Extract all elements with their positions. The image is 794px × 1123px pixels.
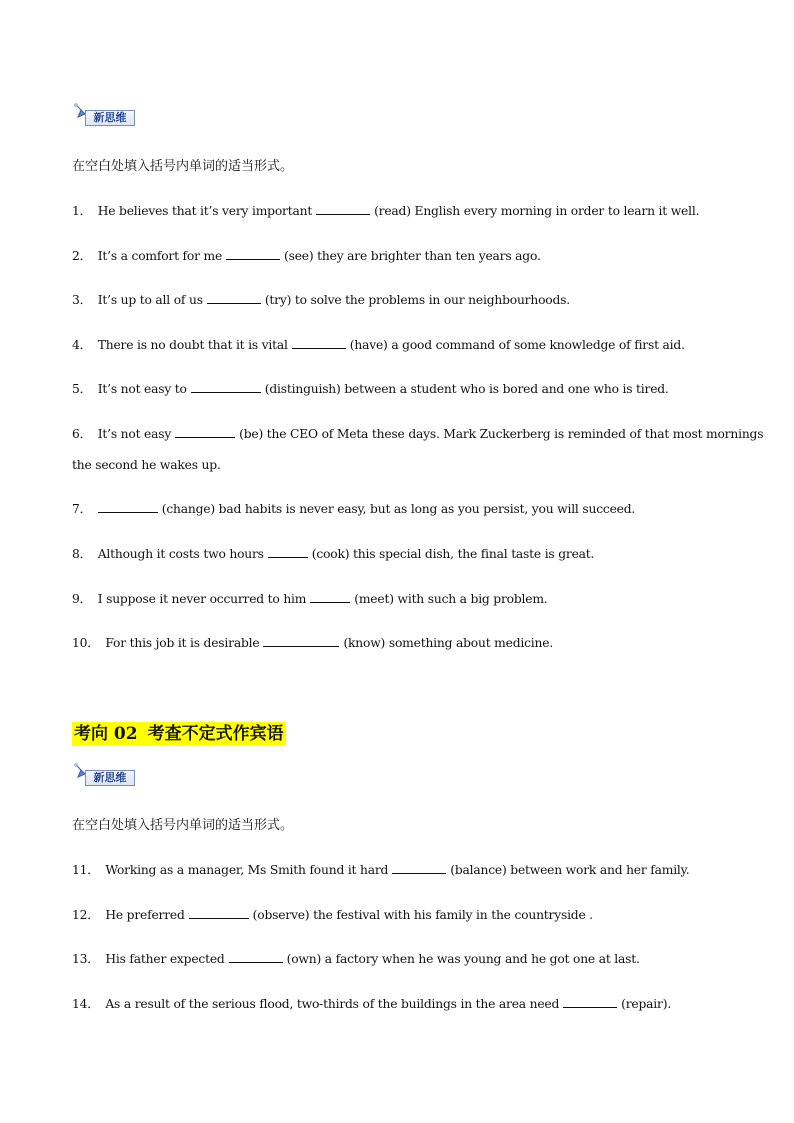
question-number: 4． bbox=[72, 338, 92, 352]
question-text-before: His father expected bbox=[105, 952, 225, 966]
question-item bbox=[72, 247, 732, 265]
question-text-before: He believes that it’s very important bbox=[97, 204, 313, 218]
badge-label: 新思维 bbox=[93, 111, 127, 124]
answer-blank[interactable] bbox=[207, 291, 261, 304]
question-number: 13． bbox=[72, 952, 100, 966]
question-text-before: It’s up to all of us bbox=[97, 293, 203, 307]
question-text-before: Although it costs two hours bbox=[97, 547, 264, 561]
section-heading bbox=[72, 722, 286, 746]
question-item bbox=[72, 995, 732, 1013]
question-text-after: (balance) between work and her family. bbox=[450, 863, 690, 877]
question-text-after: (observe) the festival with his family in the countryside . bbox=[252, 908, 593, 922]
question-number: 6． bbox=[72, 427, 92, 441]
question-text-before: I suppose it never occurred to him bbox=[97, 592, 307, 606]
answer-blank[interactable] bbox=[563, 995, 617, 1008]
question-text-after: (own) a factory when he was young and he got one at last. bbox=[286, 952, 640, 966]
question-item bbox=[72, 950, 732, 968]
question-item bbox=[72, 291, 732, 309]
question-item bbox=[72, 590, 732, 608]
question-number: 8． bbox=[72, 547, 92, 561]
answer-blank[interactable] bbox=[189, 906, 249, 919]
question-number: 12． bbox=[72, 908, 100, 922]
answer-blank[interactable] bbox=[175, 425, 235, 438]
question-text-before: Working as a manager, Ms Smith found it hard bbox=[105, 863, 389, 877]
question-item bbox=[72, 861, 732, 879]
question-item bbox=[72, 545, 732, 563]
badge-label: 新思维 bbox=[93, 771, 127, 784]
question-number: 5． bbox=[72, 382, 92, 396]
question-item bbox=[72, 202, 732, 220]
question-text-after: (have) a good command of some knowledge of first aid. bbox=[349, 338, 685, 352]
question-item bbox=[72, 500, 732, 518]
question-text-before: As a result of the serious flood, two-thirds of the buildings in the area need bbox=[105, 997, 560, 1011]
question-number: 3． bbox=[72, 293, 92, 307]
question-text-before: It’s not easy bbox=[97, 427, 172, 441]
instruction-text: 在空白处填入括号内单词的适当形式。 bbox=[72, 159, 294, 174]
question-text-after: (try) to solve the problems in our neighbourhoods. bbox=[264, 293, 570, 307]
answer-blank[interactable] bbox=[292, 336, 346, 349]
question-text-after: (repair). bbox=[621, 997, 672, 1011]
instruction-text: 在空白处填入括号内单词的适当形式。 bbox=[72, 818, 294, 833]
answer-blank[interactable] bbox=[392, 861, 446, 874]
question-number: 7． bbox=[72, 502, 92, 516]
answer-blank[interactable] bbox=[263, 634, 339, 647]
question-number: 9． bbox=[72, 592, 92, 606]
question-text-after: (read) English every morning in order to learn it well. bbox=[374, 204, 700, 218]
answer-blank[interactable] bbox=[226, 247, 280, 260]
question-number: 1． bbox=[72, 204, 92, 218]
question-text-before: For this job it is desirable bbox=[105, 636, 260, 650]
question-text-before: It’s a comfort for me bbox=[97, 249, 223, 263]
question-item bbox=[72, 906, 732, 924]
question-number: 11． bbox=[72, 863, 100, 877]
question-number: 10． bbox=[72, 636, 100, 650]
question-item bbox=[72, 336, 732, 354]
question-text-after: (change) bad habits is never easy, but as long as you persist, you will succeed. bbox=[161, 502, 636, 516]
question-text-after: (meet) with such a big problem. bbox=[354, 592, 548, 606]
question-text-before: There is no doubt that it is vital bbox=[97, 338, 288, 352]
question-number: 2． bbox=[72, 249, 92, 263]
section-code: 考向 02 bbox=[74, 724, 138, 744]
question-text-before: It’s not easy to bbox=[97, 382, 187, 396]
new-thinking-badge bbox=[72, 102, 138, 128]
question-item bbox=[72, 425, 764, 472]
answer-blank[interactable] bbox=[268, 545, 308, 558]
question-text-continued: the second he wakes up. bbox=[72, 458, 221, 472]
section-title-text: 考查不定式作宾语 bbox=[147, 724, 284, 744]
question-text-after: (see) they are brighter than ten years ago. bbox=[284, 249, 541, 263]
question-text-after: (be) the CEO of Meta these days. Mark Zuckerberg is reminded of that most mornings bbox=[239, 427, 764, 441]
question-text-after: (cook) this special dish, the final taste is great. bbox=[311, 547, 595, 561]
answer-blank[interactable] bbox=[316, 202, 370, 215]
answer-blank[interactable] bbox=[191, 380, 261, 393]
new-thinking-badge bbox=[72, 762, 138, 788]
question-item bbox=[72, 380, 732, 398]
answer-blank[interactable] bbox=[229, 950, 283, 963]
question-text-before: He preferred bbox=[105, 908, 185, 922]
question-text-after: (know) something about medicine. bbox=[343, 636, 554, 650]
question-text-after: (distinguish) between a student who is bored and one who is tired. bbox=[264, 382, 669, 396]
answer-blank[interactable] bbox=[310, 590, 350, 603]
answer-blank[interactable] bbox=[98, 500, 158, 513]
question-number: 14． bbox=[72, 997, 100, 1011]
question-item bbox=[72, 634, 732, 652]
